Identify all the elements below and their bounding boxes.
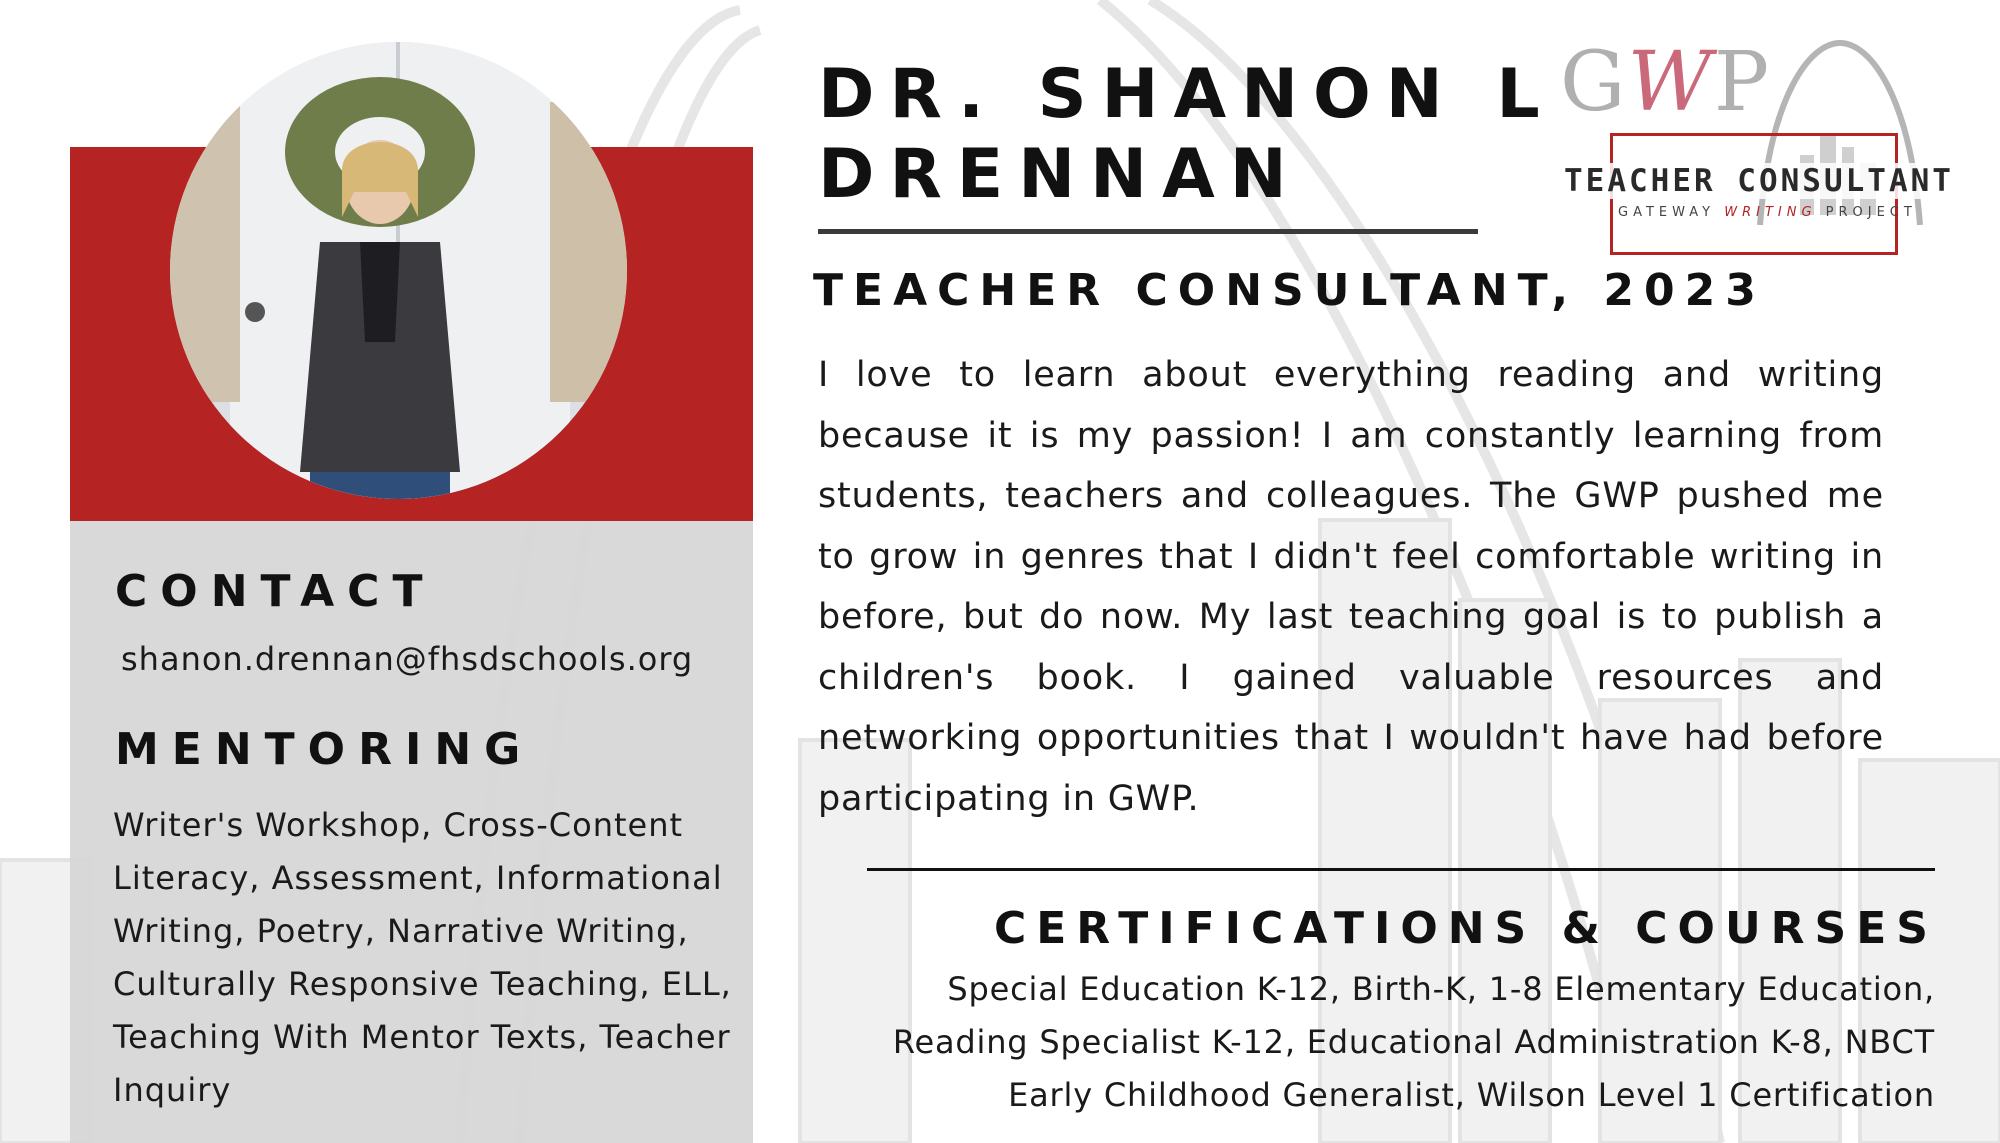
logo-sub-highlight: WRITING bbox=[1724, 205, 1817, 220]
bio-line: to grow in genres that I didn't feel comfortable writing in bbox=[818, 536, 1884, 577]
gwp-logo bbox=[1560, 35, 1954, 255]
logo-wordmark bbox=[1560, 35, 1771, 130]
logo-letter: W bbox=[1627, 35, 1714, 130]
bio-paragraph bbox=[818, 345, 1884, 829]
contact-heading: CONTACT bbox=[115, 566, 436, 617]
contact-email[interactable]: shanon.drennan@fhsdschools.org bbox=[121, 640, 694, 678]
certification-line: Special Education K-12, Birth-K, 1-8 Elementary Education, bbox=[947, 970, 1935, 1008]
certifications-divider bbox=[867, 868, 1935, 871]
name-divider bbox=[818, 229, 1478, 234]
bio-line: before, but do now. My last teaching goal is to publish a bbox=[818, 597, 1884, 637]
logo-letter: G bbox=[1560, 35, 1628, 130]
mentoring-list: Writer's Workshop, Cross-Content Literacy, Assessment, Informational Writing, Poetry, Narrative Writing, Culturally Responsive Teaching, ELL, Teaching With Mentor Texts, Teacher Inquiry bbox=[113, 806, 732, 1109]
mentoring-heading: MENTORING bbox=[115, 724, 534, 775]
logo-sub-part: GATEWAY bbox=[1618, 205, 1725, 220]
certifications-heading: CERTIFICATIONS & COURSES bbox=[993, 903, 1938, 954]
bio-line: because it is my passion! I am constantly learning from bbox=[818, 415, 1884, 456]
logo-sub-part: PROJECT bbox=[1816, 205, 1917, 220]
portrait-photo bbox=[170, 42, 627, 499]
bio-line: networking opportunities that I wouldn't have had before bbox=[818, 718, 1884, 758]
logo-letter: P bbox=[1713, 35, 1771, 130]
name-line: DR. SHANON L bbox=[818, 55, 1555, 134]
logo-subtitle bbox=[1618, 205, 1917, 220]
certification-line: Early Childhood Generalist, Wilson Level 1 Certification bbox=[1008, 1076, 1935, 1114]
certification-line: Reading Specialist K-12, Educational Administration K-8, NBCT bbox=[892, 1023, 1935, 1061]
bio-line: participating in GWP. bbox=[818, 778, 1200, 819]
certifications-list bbox=[785, 963, 1935, 1122]
person-name bbox=[818, 55, 1555, 215]
bio-line: children's book. I gained valuable resources and bbox=[818, 657, 1884, 698]
role-subtitle: TEACHER CONSULTANT, 2023 bbox=[813, 265, 1766, 316]
bio-line: I love to learn about everything reading and writing bbox=[818, 355, 1884, 395]
bio-line: students, teachers and colleagues. The GWP pushed me bbox=[818, 476, 1884, 516]
name-line: DRENNAN bbox=[818, 135, 1302, 214]
logo-title: TEACHER CONSULTANT bbox=[1560, 163, 1958, 199]
